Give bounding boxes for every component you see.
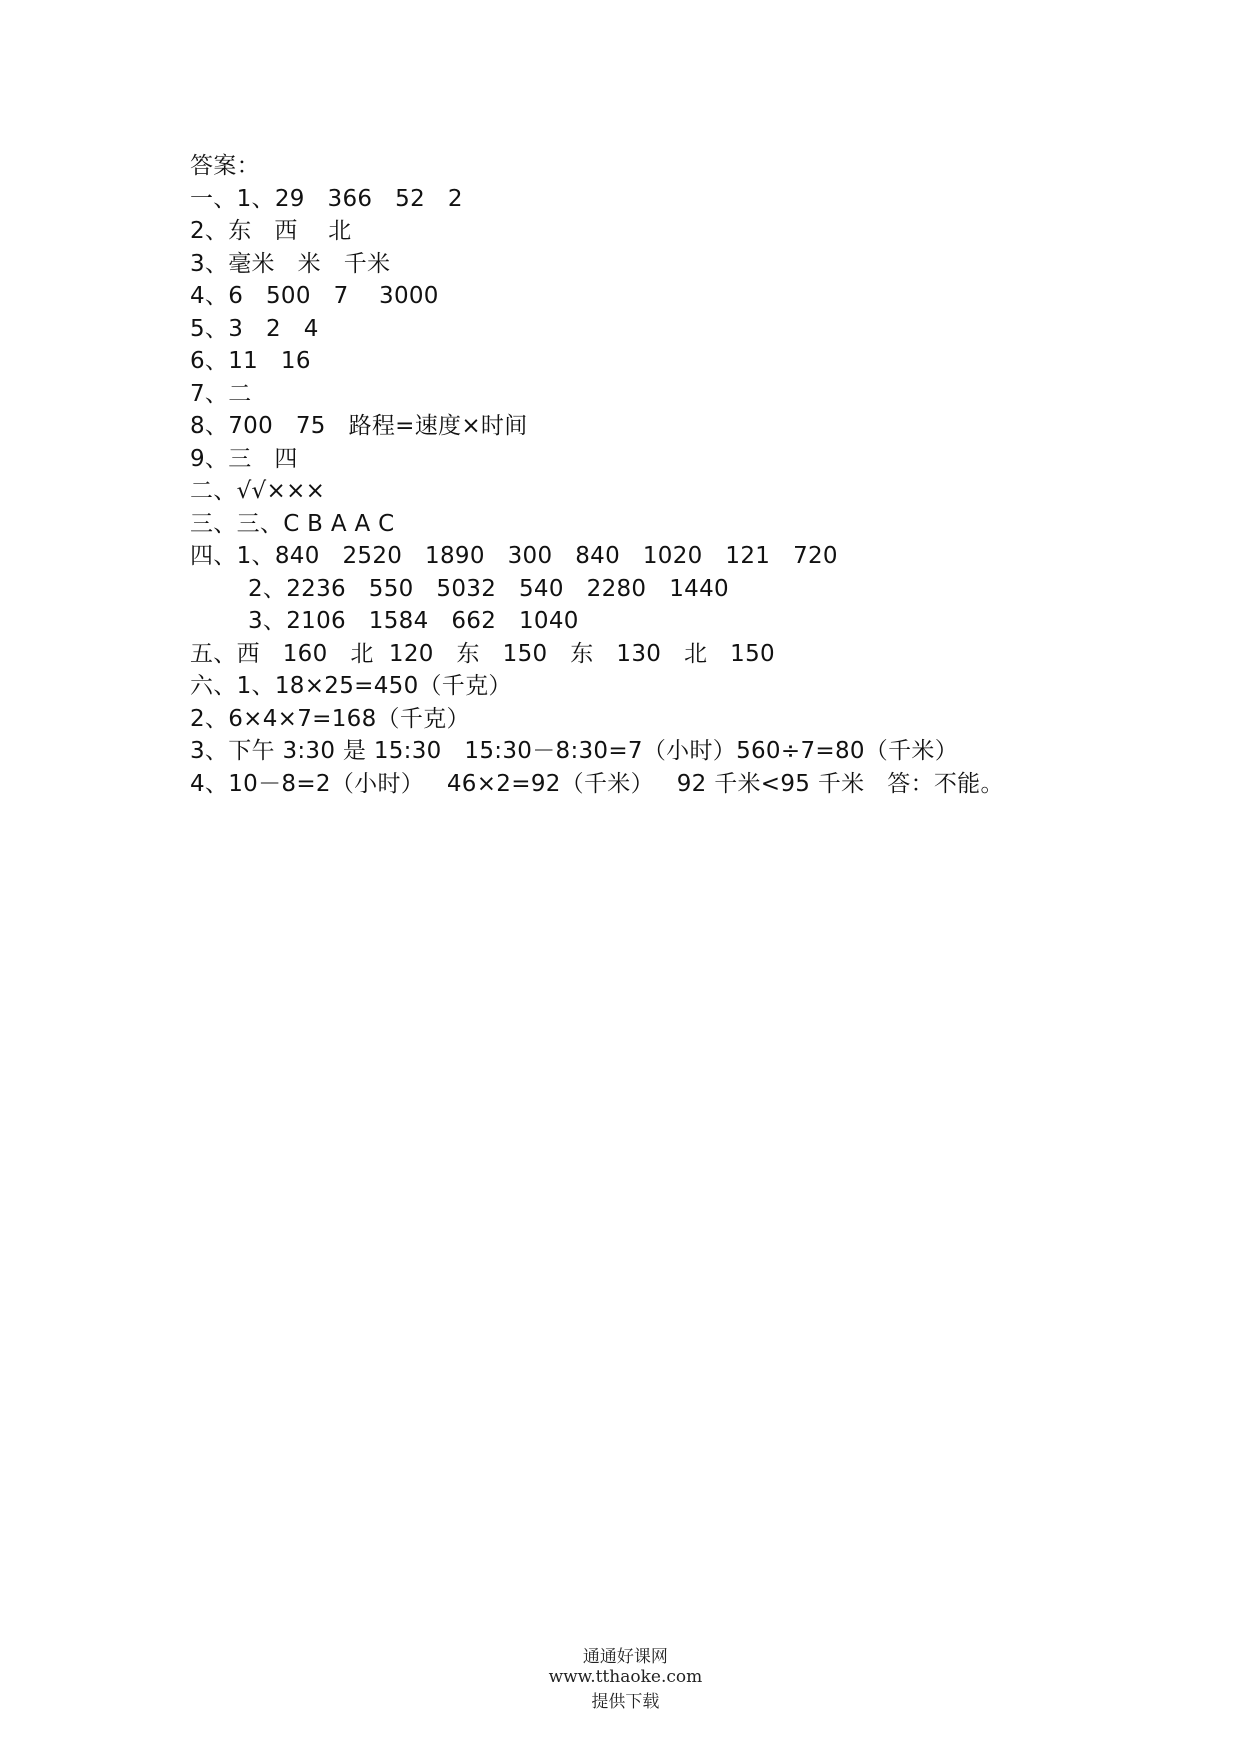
answer-line: 9、三 四 xyxy=(190,445,298,472)
answer-line: 3、毫米 米 千米 xyxy=(190,250,391,277)
footer-suffix: 提供下载 xyxy=(591,1692,660,1712)
answer-line: 五、西 160 北 120 东 150 东 130 北 150 xyxy=(190,640,775,667)
answer-line: 2、6×4×7=168（千克） xyxy=(190,705,470,732)
answer-line: 一、1、29 366 52 2 xyxy=(190,185,463,212)
answer-line: 2、2236 550 5032 540 2280 1440 xyxy=(248,575,729,602)
footer-url: www.tthaoke.com xyxy=(548,1667,703,1687)
footer-site-name: 通通好课网 xyxy=(582,1647,668,1667)
answer-line: 二、√√××× xyxy=(190,478,326,504)
answer-line: 6、11 16 xyxy=(190,348,311,374)
answer-line: 7、二 xyxy=(190,380,252,407)
page-footer xyxy=(0,1622,1240,1712)
answer-line: 5、3 2 4 xyxy=(190,315,319,342)
answer-line: 4、6 500 7 3000 xyxy=(190,283,439,309)
answer-line: 3、下午 3:30 是 15:30 15:30－8:30=7（小时）560÷7=80（千米） xyxy=(190,738,959,764)
answer-line: 三、三、C B A A C xyxy=(190,510,395,537)
answer-line: 4、10－8=2（小时） 46×2=92（千米） 92 千米<95 千米 答：不能。 xyxy=(190,770,1004,797)
answer-line: 答案： xyxy=(190,153,260,179)
answer-line: 六、1、18×25=450（千克） xyxy=(190,673,512,699)
answer-list xyxy=(190,150,1090,800)
answer-line: 四、1、840 2520 1890 300 840 1020 121 720 xyxy=(190,543,838,569)
answer-line: 2、东 西 北 xyxy=(190,218,352,244)
answer-line: 3、2106 1584 662 1040 xyxy=(248,608,579,634)
answer-line: 8、700 75 路程=速度×时间 xyxy=(190,413,528,439)
